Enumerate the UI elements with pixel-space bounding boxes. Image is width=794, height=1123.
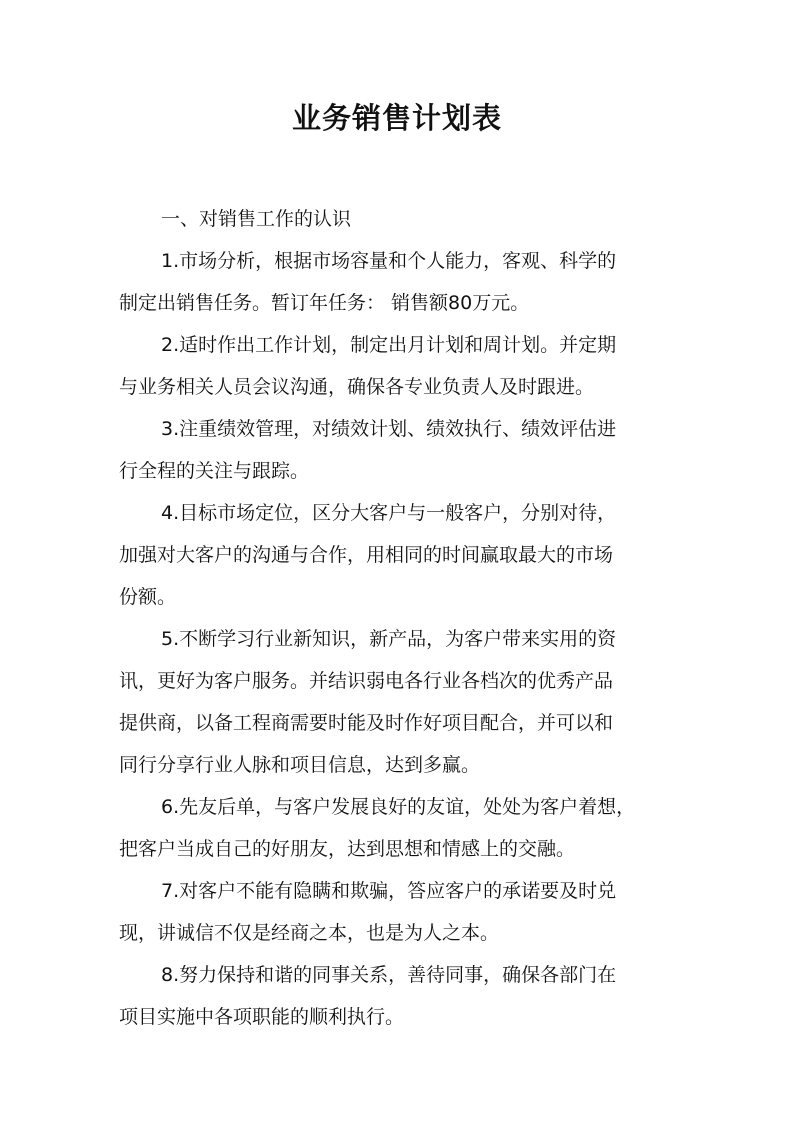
paragraph-line: 行全程的关注与跟踪。 — [119, 460, 310, 482]
paragraph-line: 5.不断学习行业新知识，新产品，为客户带来实用的资 — [161, 628, 617, 650]
paragraph-line: 项目实施中各项职能的顺利执行。 — [119, 1006, 405, 1028]
paragraph-4 — [119, 492, 681, 618]
paragraph-line: 现，讲诚信不仅是经商之本，也是为人之本。 — [119, 922, 500, 944]
paragraph-line: 份额。 — [119, 586, 177, 608]
paragraph-7 — [119, 870, 681, 954]
paragraph-line: 同行分享行业人脉和项目信息，达到多赢。 — [119, 754, 481, 776]
paragraph-line: 3.注重绩效管理，对绩效计划、绩效执行、绩效评估进 — [161, 418, 617, 440]
paragraph-8 — [119, 954, 681, 1038]
paragraph-2 — [119, 324, 681, 408]
paragraph-line: 制定出销售任务。暂订年任务： 销售额80万元。 — [119, 292, 530, 314]
paragraph-line: 4.目标市场定位，区分大客户与一般客户，分别对待， — [161, 502, 617, 524]
paragraph-1 — [119, 240, 681, 324]
paragraph-line: 6.先友后单，与客户发展良好的友谊，处处为客户着想， — [161, 796, 636, 818]
paragraph-3 — [119, 408, 681, 492]
document-title: 业务销售计划表 — [291, 101, 502, 135]
paragraph-6 — [119, 786, 681, 870]
paragraph-line: 7.对客户不能有隐瞒和欺骗，答应客户的承诺要及时兑 — [161, 880, 617, 902]
paragraph-line: 1.市场分析，根据市场容量和个人能力，客观、科学的 — [161, 250, 617, 272]
paragraph-line: 与业务相关人员会议沟通，确保各专业负责人及时跟进。 — [119, 376, 595, 398]
paragraph-line: 把客户当成自己的好朋友，达到思想和情感上的交融。 — [119, 838, 576, 860]
paragraph-line: 2.适时作出工作计划，制定出月计划和周计划。并定期 — [161, 334, 617, 356]
document-body — [119, 198, 681, 1038]
paragraph-line: 提供商，以备工程商需要时能及时作好项目配合，并可以和 — [119, 712, 614, 734]
paragraph-5 — [119, 618, 681, 786]
section-heading: 一、对销售工作的认识 — [161, 208, 352, 230]
paragraph-line: 讯，更好为客户服务。并结识弱电各行业各档次的优秀产品 — [119, 670, 614, 692]
paragraph-line: 加强对大客户的沟通与合作，用相同的时间赢取最大的市场 — [119, 544, 614, 566]
paragraph-line: 8.努力保持和谐的同事关系，善待同事，确保各部门在 — [161, 964, 617, 986]
